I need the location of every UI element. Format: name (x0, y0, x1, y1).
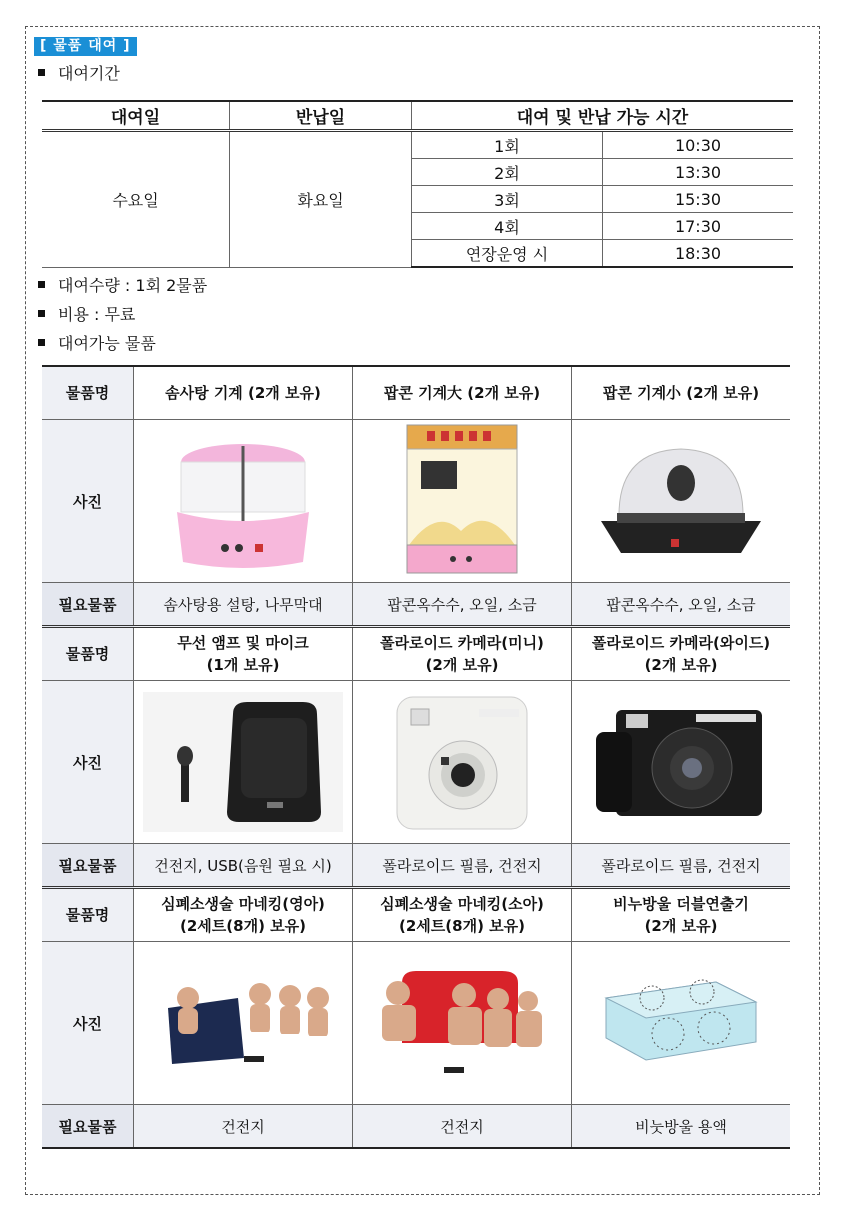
popcorn-machine-large-icon (397, 421, 527, 581)
item-need: 건전지, USB(음원 필요 시) (134, 844, 353, 888)
item-photo (572, 942, 791, 1105)
bullet-quantity (38, 276, 207, 296)
bullet-items (38, 334, 156, 354)
item-photo (134, 942, 353, 1105)
bullet-square-icon (38, 310, 45, 317)
label-photo: 사진 (42, 420, 134, 583)
bullet-square-icon (38, 69, 45, 76)
item-name-line: 팝콘 기계小 (2개 보유) (602, 384, 760, 402)
slot-time: 13:30 (603, 159, 794, 186)
bullet-items-text: 대여가능 물품 (58, 334, 156, 353)
header-return-day: 반납일 (230, 101, 412, 131)
item-need: 폴라로이드 필름, 건전지 (353, 844, 572, 888)
slot-round: 3회 (412, 186, 603, 213)
item-photo (353, 681, 572, 844)
label-need: 필요물품 (42, 1105, 134, 1149)
item-name-line: 심폐소생술 마네킹(영아) (161, 895, 325, 913)
instant-camera-mini-icon (387, 687, 537, 837)
schedule-table (42, 100, 793, 268)
popcorn-machine-small-icon (591, 431, 771, 571)
item-name-line: (2세트(8개) 보유) (399, 917, 525, 935)
slot-round: 1회 (412, 131, 603, 159)
slot-round: 4회 (412, 213, 603, 240)
slot-time: 17:30 (603, 213, 794, 240)
return-day-cell: 화요일 (230, 131, 412, 268)
cotton-candy-machine-icon (163, 426, 323, 576)
item-need: 팝콘옥수수, 오일, 소금 (572, 583, 791, 627)
cpr-manikin-infant-icon (148, 968, 338, 1078)
item-name (353, 888, 572, 942)
item-name-line: 솜사탕 기계 (2개 보유) (165, 384, 321, 402)
item-name-line: 비누방울 더블연출기 (613, 895, 749, 913)
item-photo (572, 681, 791, 844)
item-photo (134, 681, 353, 844)
bullet-square-icon (38, 339, 45, 346)
label-item-name: 물품명 (42, 888, 134, 942)
instant-camera-wide-icon (596, 702, 766, 822)
item-name-line: (2개 보유) (644, 656, 718, 674)
cpr-manikin-child-icon (372, 963, 552, 1083)
item-name (572, 888, 791, 942)
item-name-line: 무선 앰프 및 마이크 (177, 634, 309, 652)
item-name-line: 팝콘 기계大 (2개 보유) (383, 384, 541, 402)
slot-time: 15:30 (603, 186, 794, 213)
item-need: 팝콘옥수수, 오일, 소금 (353, 583, 572, 627)
header-rent-day: 대여일 (42, 101, 230, 131)
item-name (134, 888, 353, 942)
item-name-line: 심폐소생술 마네킹(소아) (380, 895, 544, 913)
bullet-quantity-text: 대여수량 : 1회 2물품 (58, 276, 208, 295)
label-item-name: 물품명 (42, 627, 134, 681)
item-name-line: 폴라로이드 카메라(와이드) (591, 634, 771, 652)
item-name (134, 627, 353, 681)
bubble-machine-icon (596, 968, 766, 1078)
item-need: 건전지 (134, 1105, 353, 1149)
label-need: 필요물품 (42, 844, 134, 888)
item-name (572, 366, 791, 420)
header-time: 대여 및 반납 가능 시간 (412, 101, 794, 131)
bullet-period-text: 대여기간 (58, 64, 120, 83)
item-name-line: (2개 보유) (425, 656, 499, 674)
item-need: 솜사탕용 설탕, 나무막대 (134, 583, 353, 627)
item-name (353, 627, 572, 681)
items-table (42, 365, 790, 1149)
slot-time: 10:30 (603, 131, 794, 159)
item-name (353, 366, 572, 420)
item-photo (572, 420, 791, 583)
wireless-amp-mic-icon (143, 692, 343, 832)
item-need: 건전지 (353, 1105, 572, 1149)
item-name-line: (1개 보유) (206, 656, 280, 674)
item-need: 비눗방울 용액 (572, 1105, 791, 1149)
label-photo: 사진 (42, 681, 134, 844)
label-need: 필요물품 (42, 583, 134, 627)
item-name (134, 366, 353, 420)
item-name-line: (2세트(8개) 보유) (180, 917, 306, 935)
item-name-line: 폴라로이드 카메라(미니) (380, 634, 544, 652)
item-name-line: (2개 보유) (644, 917, 718, 935)
item-photo (353, 420, 572, 583)
label-photo: 사진 (42, 942, 134, 1105)
bullet-cost-text: 비용 : 무료 (58, 305, 136, 324)
item-photo (353, 942, 572, 1105)
item-photo (134, 420, 353, 583)
label-item-name: 물품명 (42, 366, 134, 420)
bullet-period (38, 64, 120, 84)
item-name (572, 627, 791, 681)
slot-round: 2회 (412, 159, 603, 186)
slot-round: 연장운영 시 (412, 240, 603, 268)
bullet-cost (38, 305, 135, 325)
item-need: 폴라로이드 필름, 건전지 (572, 844, 791, 888)
bullet-square-icon (38, 281, 45, 288)
slot-time: 18:30 (603, 240, 794, 268)
rent-day-cell: 수요일 (42, 131, 230, 268)
section-heading: [ 물품 대여 ] (34, 37, 137, 56)
